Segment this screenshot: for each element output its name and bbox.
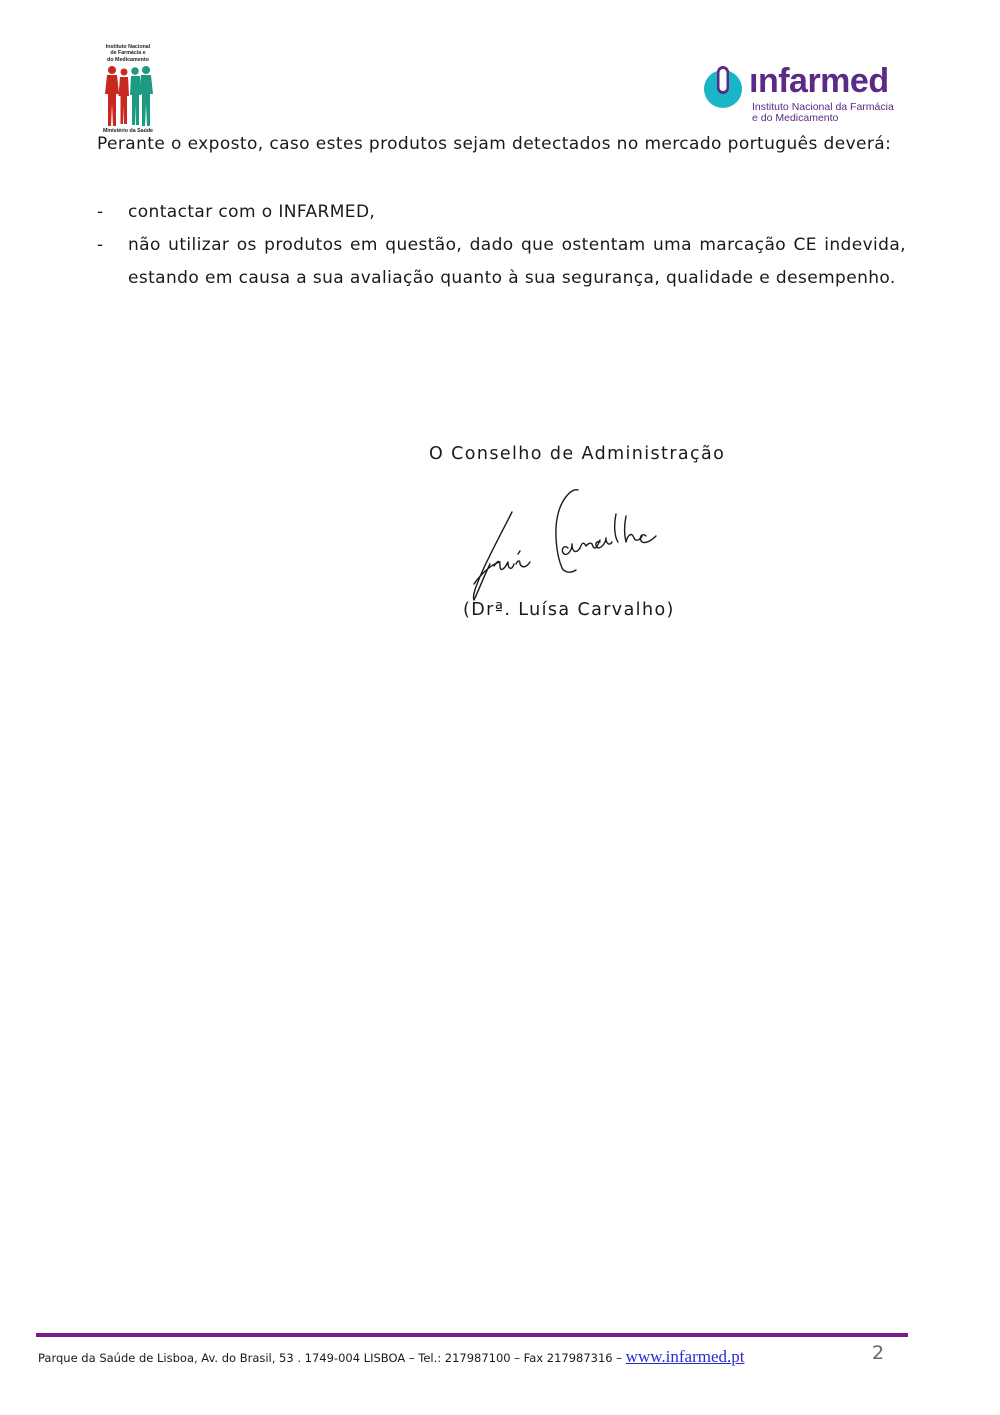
list-item: - não utilizar os produtos em questão, dado que ostentam uma marcação CE indevida, estando em causa a sua avaliação quanto à sua segurança, qualidade e desempenho. [97,235,906,288]
ministry-caption: Ministério da Saúde [102,128,154,134]
council-title: O Conselho de Administração [429,444,726,464]
infarmed-subtitle: Instituto Nacional da Farmácia e do Medicamento [752,101,894,124]
figures-emblem-icon [101,64,155,128]
infarmed-logo [702,62,894,128]
ministry-logo [96,44,160,136]
handwritten-signature [460,484,670,604]
intro-paragraph: Perante o exposto, caso estes produtos sejam detectados no mercado português deverá: [97,134,892,154]
ministry-logo-caption: Instituto Nacional de Farmácia e do Medicamento [105,44,151,63]
footer-divider [36,1333,908,1337]
signer-name: (Drª. Luísa Carvalho) [463,600,675,620]
recommendations-list [97,196,906,295]
infarmed-brand: ınfarmed [749,62,889,100]
infarmed-mark-icon [702,66,746,112]
list-item: - contactar com o INFARMED, [97,202,376,222]
page-number: 2 [872,1342,885,1364]
website-link[interactable]: www.infarmed.pt [625,1347,745,1366]
footer-address: Parque da Saúde de Lisboa, Av. do Brasil, 53 . 1749-004 LISBOA – Tel.: 217987100 – Fax 217987316 – www.infarmed.pt [38,1347,745,1366]
